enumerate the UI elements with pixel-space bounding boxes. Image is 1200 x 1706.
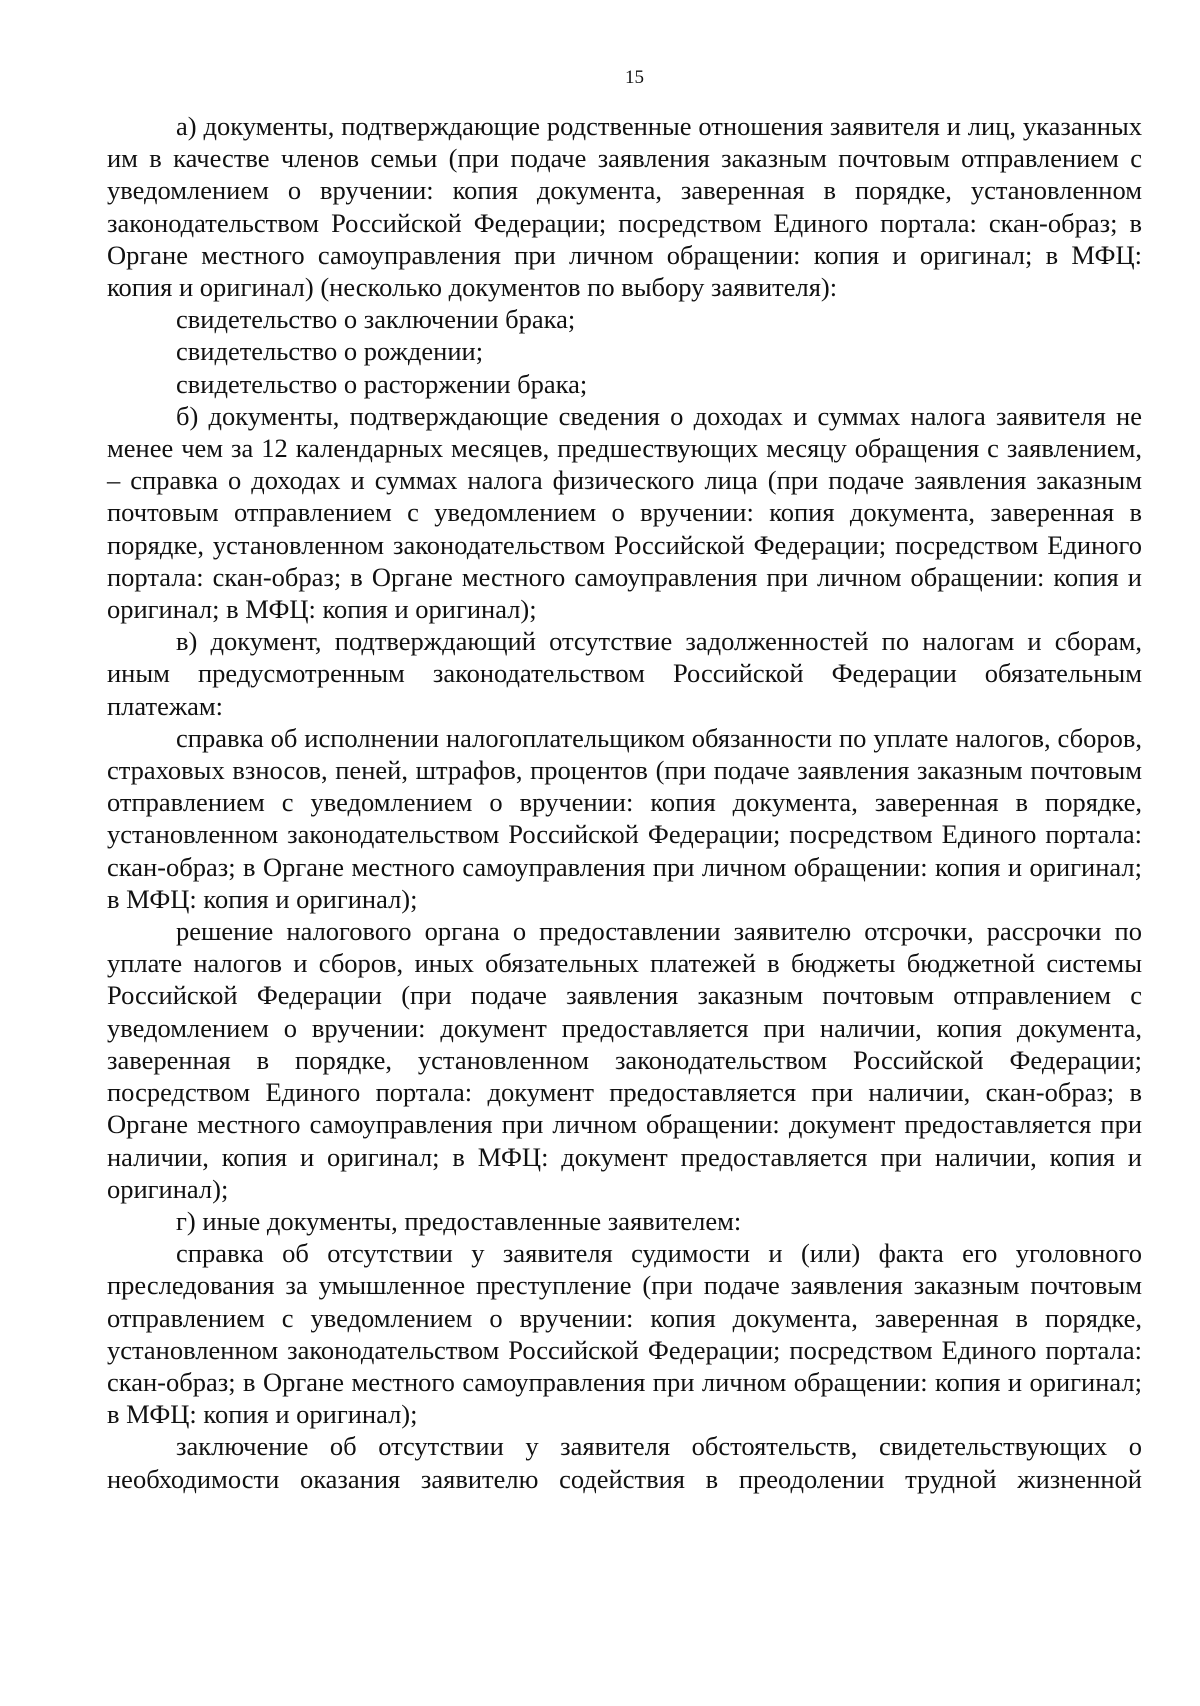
paragraph-divorce-certificate: свидетельство о расторжении брака;: [176, 368, 588, 399]
document-body: [107, 110, 1142, 1495]
paragraph-marriage-certificate: свидетельство о заключении брака;: [176, 304, 576, 335]
paragraph-item-b-income-documents: б) документы, подтверждающие сведения о доходах и суммах налога заявителя не менее чем за 12 календарных месяцев, предшествующих месяцу обращения с заявлением, – справка о доходах и суммах налога физического лица (при подаче заявления заказным почтовым отправлением с уведомлением о вручении: копия документа, заверенная в порядке, установленном законодательством Российской Федерации; посредством Единого портала: скан-образ; в Органе местного самоуправления при личном обращении: копия и оригинал; в МФЦ: копия и оригинал);: [107, 400, 1142, 625]
paragraph-birth-certificate: свидетельство о рождении;: [176, 336, 484, 367]
paragraph-item-a-family-documents: а) документы, подтверждающие родственные отношения заявителя и лиц, указанных им в качестве членов семьи (при подаче заявления заказным почтовым отправлением с уведомлением о вручении: копия документа, заверенная в порядке, установленном законодательством Российской Федерации; посредством Единого портала: скан-образ; в Органе местного самоуправления при личном обращении: копия и оригинал; в МФЦ: копия и оригинал) (несколько документов по выбору заявителя):: [107, 111, 1142, 303]
paragraph-tax-deferral-decision: решение налогового органа о предоставлении заявителю отсрочки, рассрочки по уплате налогов и сборов, иных обязательных платежей в бюджеты бюджетной системы Российской Федерации (при подаче заявления заказным почтовым отправлением с уведомлением о вручении: документ предоставляется при наличии, копия документа, заверенная в порядке, установленном законодательством Российской Федерации; посредством Единого портала: документ предоставляется при наличии, скан-образ; в Органе местного самоуправления при личном обращении: документ предоставляется при наличии, копия и оригинал; в МФЦ: документ предоставляется при наличии, копия и оригинал);: [107, 916, 1142, 1204]
paragraph-tax-obligation-certificate: справка об исполнении налогоплательщиком обязанности по уплате налогов, сборов, страховых взносов, пеней, штрафов, процентов (при подаче заявления заказным почтовым отправлением с уведомлением о вручении: копия документа, заверенная в порядке, установленном законодательством Российской Федерации; посредством Единого портала: скан-образ; в Органе местного самоуправления при личном обращении: копия и оригинал; в МФЦ: копия и оригинал);: [107, 722, 1142, 914]
paragraph-item-v-tax-debt-document: в) документ, подтверждающий отсутствие задолженностей по налогам и сборам, иным предусмотренным законодательством Российской Федерации обязательным платежам:: [107, 626, 1142, 721]
paragraph-item-g-other-documents: г) иные документы, предоставленные заявителем:: [176, 1205, 742, 1236]
paragraph-hardship-conclusion: заключение об отсутствии у заявителя обстоятельств, свидетельствующих о необходимости оказания заявителю содействия в преодолении трудной жизненной: [107, 1431, 1142, 1494]
page-number: 15: [625, 67, 644, 88]
paragraph-no-criminal-record-certificate: справка об отсутствии у заявителя судимости и (или) факта его уголовного преследования за умышленное преступление (при подаче заявления заказным почтовым отправлением с уведомлением о вручении: копия документа, заверенная в порядке, установленном законодательством Российской Федерации; посредством Единого портала: скан-образ; в Органе местного самоуправления при личном обращении: копия и оригинал; в МФЦ: копия и оригинал);: [107, 1238, 1142, 1430]
